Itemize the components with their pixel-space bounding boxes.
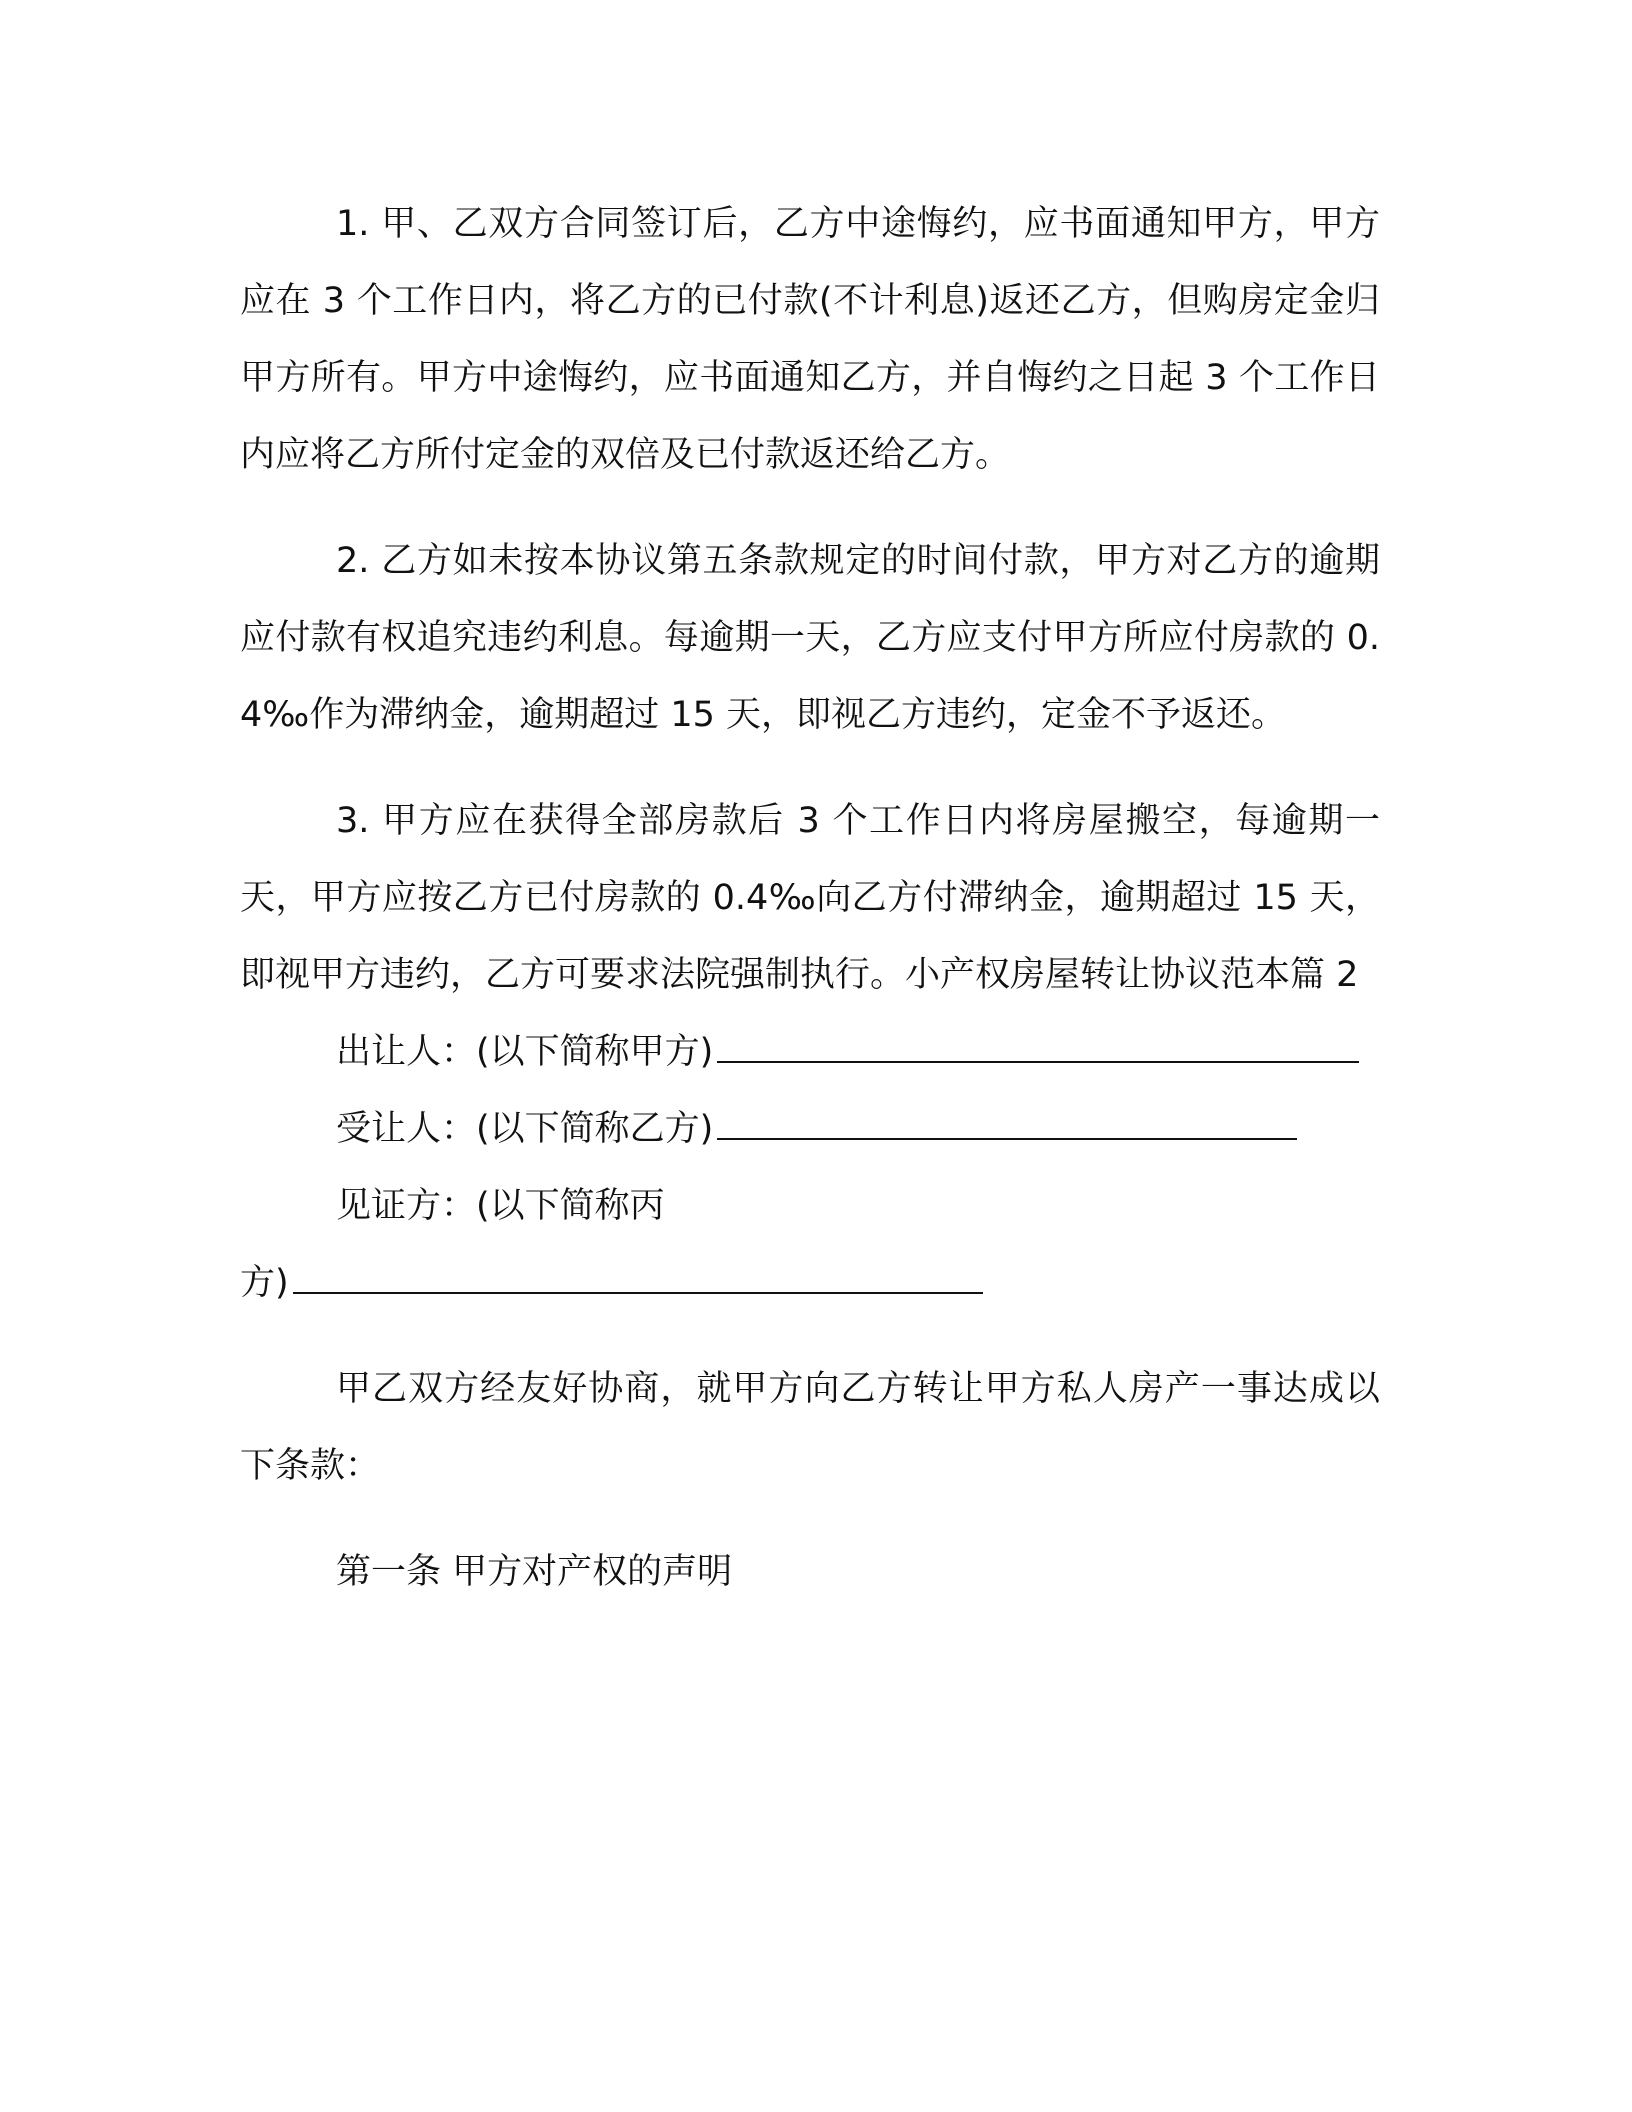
transferor-blank-line (717, 1027, 1359, 1063)
transferee-field (240, 1091, 1380, 1168)
clause-1-paragraph: 1. 甲、乙双方合同签订后，乙方中途悔约，应书面通知甲方，甲方应在 3 个工作日内，将乙方的已付款(不计利息)返还乙方，但购房定金归甲方所有。甲方中途悔约，应书面通知乙方，并自悔约之日起 3 个工作日内应将乙方所付定金的双倍及已付款返还给乙方。 (240, 204, 1380, 475)
intro-paragraph: 甲乙双方经友好协商，就甲方向乙方转让甲方私人房产一事达成以下条款： (240, 1369, 1380, 1486)
transferee-blank-line (717, 1104, 1297, 1140)
article-1-title: 第一条 甲方对产权的声明 (336, 1552, 733, 1592)
transferee-label: 受让人：(以下简称乙方) (336, 1109, 714, 1149)
witness-label-line2-row (240, 1245, 1380, 1322)
witness-label-line1: 见证方：(以下简称丙 (336, 1186, 665, 1226)
witness-label-line2: 方) (240, 1263, 289, 1303)
witness-field (240, 1168, 1380, 1322)
clause-2-paragraph: 2. 乙方如未按本协议第五条款规定的时间付款，甲方对乙方的逾期应付款有权追究违约利息。每逾期一天，乙方应支付甲方所应付房款的 0.4‰作为滞纳金，逾期超过 15 天，即视乙方违约，定金不予返还。 (240, 541, 1380, 735)
witness-blank-line (293, 1258, 983, 1294)
transferor-label: 出让人：(以下简称甲方) (336, 1032, 714, 1072)
transferor-field (240, 1014, 1380, 1091)
document-body (240, 186, 1380, 1611)
clause-3-paragraph: 3. 甲方应在获得全部房款后 3 个工作日内将房屋搬空，每逾期一天，甲方应按乙方已付房款的 0.4‰向乙方付滞纳金，逾期超过 15 天，即视甲方违约，乙方可要求法院强制执行。小产权房屋转让协议范本篇 2 (240, 801, 1380, 995)
